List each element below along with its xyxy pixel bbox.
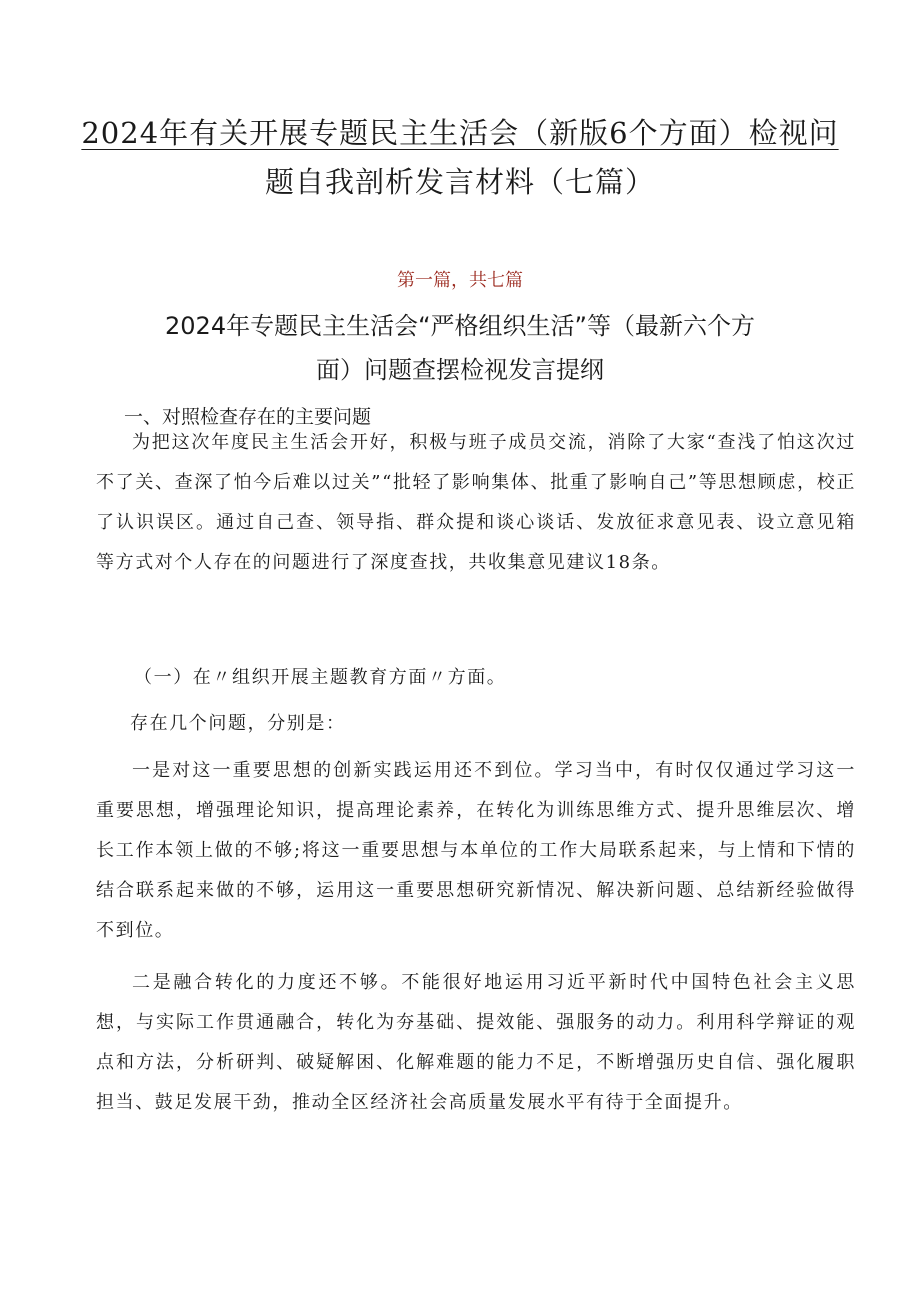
lead-paragraph: 存在几个问题，分别是： [130, 713, 346, 734]
document-title-line-2: 题自我剖析发言材料（七篇） [264, 165, 655, 199]
point-one-paragraph: 一是对这一重要思想的创新实践运用还不到位。学习当中，有时仅仅通过学习这一重要思想，增强理论知识，提高理论素养，在转化为训练思维方式、提升思维层次、增长工作本领上做的不够;将这一重要思想与本单位的工作大局联系起来，与上情和下情的结合联系起来做的不够，运用这一重要思想研究新情况、解决新问题、总结新经验做得不到位。 [96, 760, 856, 941]
part-label: 第一篇，共七篇 [397, 270, 523, 291]
intro-paragraph: 为把这次年度民主生活会开好，积极与班子成员交流，消除了大家“查浅了怕这次过不了关、查深了怕今后难以过关”“批轻了影响集体、批重了影响自己”等思想顾虑，校正了认识误区。通过自己查、领导指、群众提和谈心谈话、发放征求意见表、设立意见箱等方式对个人存在的问题进行了深度查找，共收集意见建议18条。 [96, 432, 856, 573]
subtitle-line-2: 面）问题查摆检视发言提纲 [316, 356, 604, 384]
document-title-line-1: 2024年有关开展专题民主生活会（新版6个方面）检视问 [81, 116, 839, 150]
subtitle-line-1: 2024年专题民主生活会“严格组织生活”等（最新六个方 [165, 312, 755, 340]
point-two-paragraph: 二是融合转化的力度还不够。不能很好地运用习近平新时代中国特色社会主义思想，与实际工作贯通融合，转化为夯基础、提效能、强服务的动力。利用科学辩证的观点和方法，分析研判、破疑解困、化解难题的能力不足，不断增强历史自信、强化履职担当、鼓足发展干劲，推动全区经济社会高质量发展水平有待于全面提升。 [96, 972, 856, 1113]
subsection-heading: （一）在〃组织开展主题教育方面〃方面。 [134, 667, 507, 688]
section-heading: 一、对照检查存在的主要问题 [124, 406, 372, 428]
